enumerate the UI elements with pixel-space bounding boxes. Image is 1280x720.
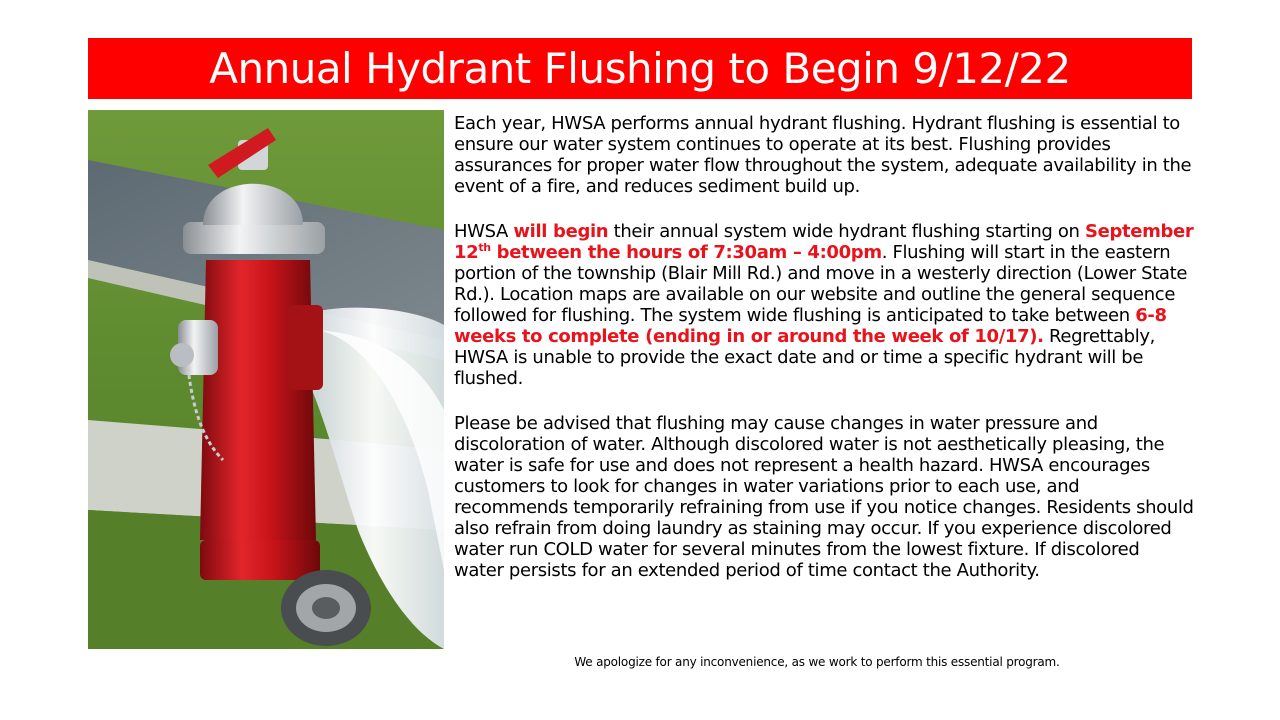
page-title: Annual Hydrant Flushing to Begin 9/12/22 bbox=[209, 44, 1071, 93]
paragraph-intro: Each year, HWSA performs annual hydrant flushing. Hydrant flushing is essential to ensure our water system continues to operate at its best. Flushing provides assurances for proper water flow throughout the system, adequate availability in the event of a fire, and reduces sediment build up. bbox=[454, 113, 1192, 197]
title-banner bbox=[88, 38, 1192, 99]
fire-hydrant-photo bbox=[88, 110, 444, 649]
highlight-duration: 6-8 weeks to complete (ending in or around the week of 10/17). bbox=[454, 305, 1167, 347]
footer-apology: We apologize for any inconvenience, as we work to perform this essential program. bbox=[574, 655, 1060, 669]
paragraph-schedule: HWSA will begin their annual system wide hydrant flushing starting on September 12th between the hours of 7:30am – 4:00pm. Flushing will start in the eastern portion of the township (Blair Mill Rd.) and move in a westerly direction (Lower State Rd.). Location maps are available on our website and outline the general sequence followed for flushing. The system wide flushing is anticipated to take between 6-8 weeks to complete (ending in or around the week of 10/17). Regrettably, HWSA is unable to provide the exact date and or time a specific hydrant will be flushed. bbox=[454, 221, 1194, 389]
highlight-start-date: September 12th between the hours of 7:30am – 4:00pm bbox=[454, 221, 1194, 263]
paragraph-advisory: Please be advised that flushing may cause changes in water pressure and discoloration of water. Although discolored water is not aesthetically pleasing, the water is safe for use and does not represent a health hazard. HWSA encourages customers to look for changes in water variations prior to each use, and recommends temporarily refraining from use if you notice changes. Residents should also refrain from doing laundry as staining may occur. If you experience discolored water run COLD water for several minutes from the lowest fixture. If discolored water persists for an extended period of time contact the Authority. bbox=[454, 413, 1194, 581]
highlight-will-begin: will begin bbox=[513, 221, 609, 242]
notice-body bbox=[454, 113, 1194, 605]
